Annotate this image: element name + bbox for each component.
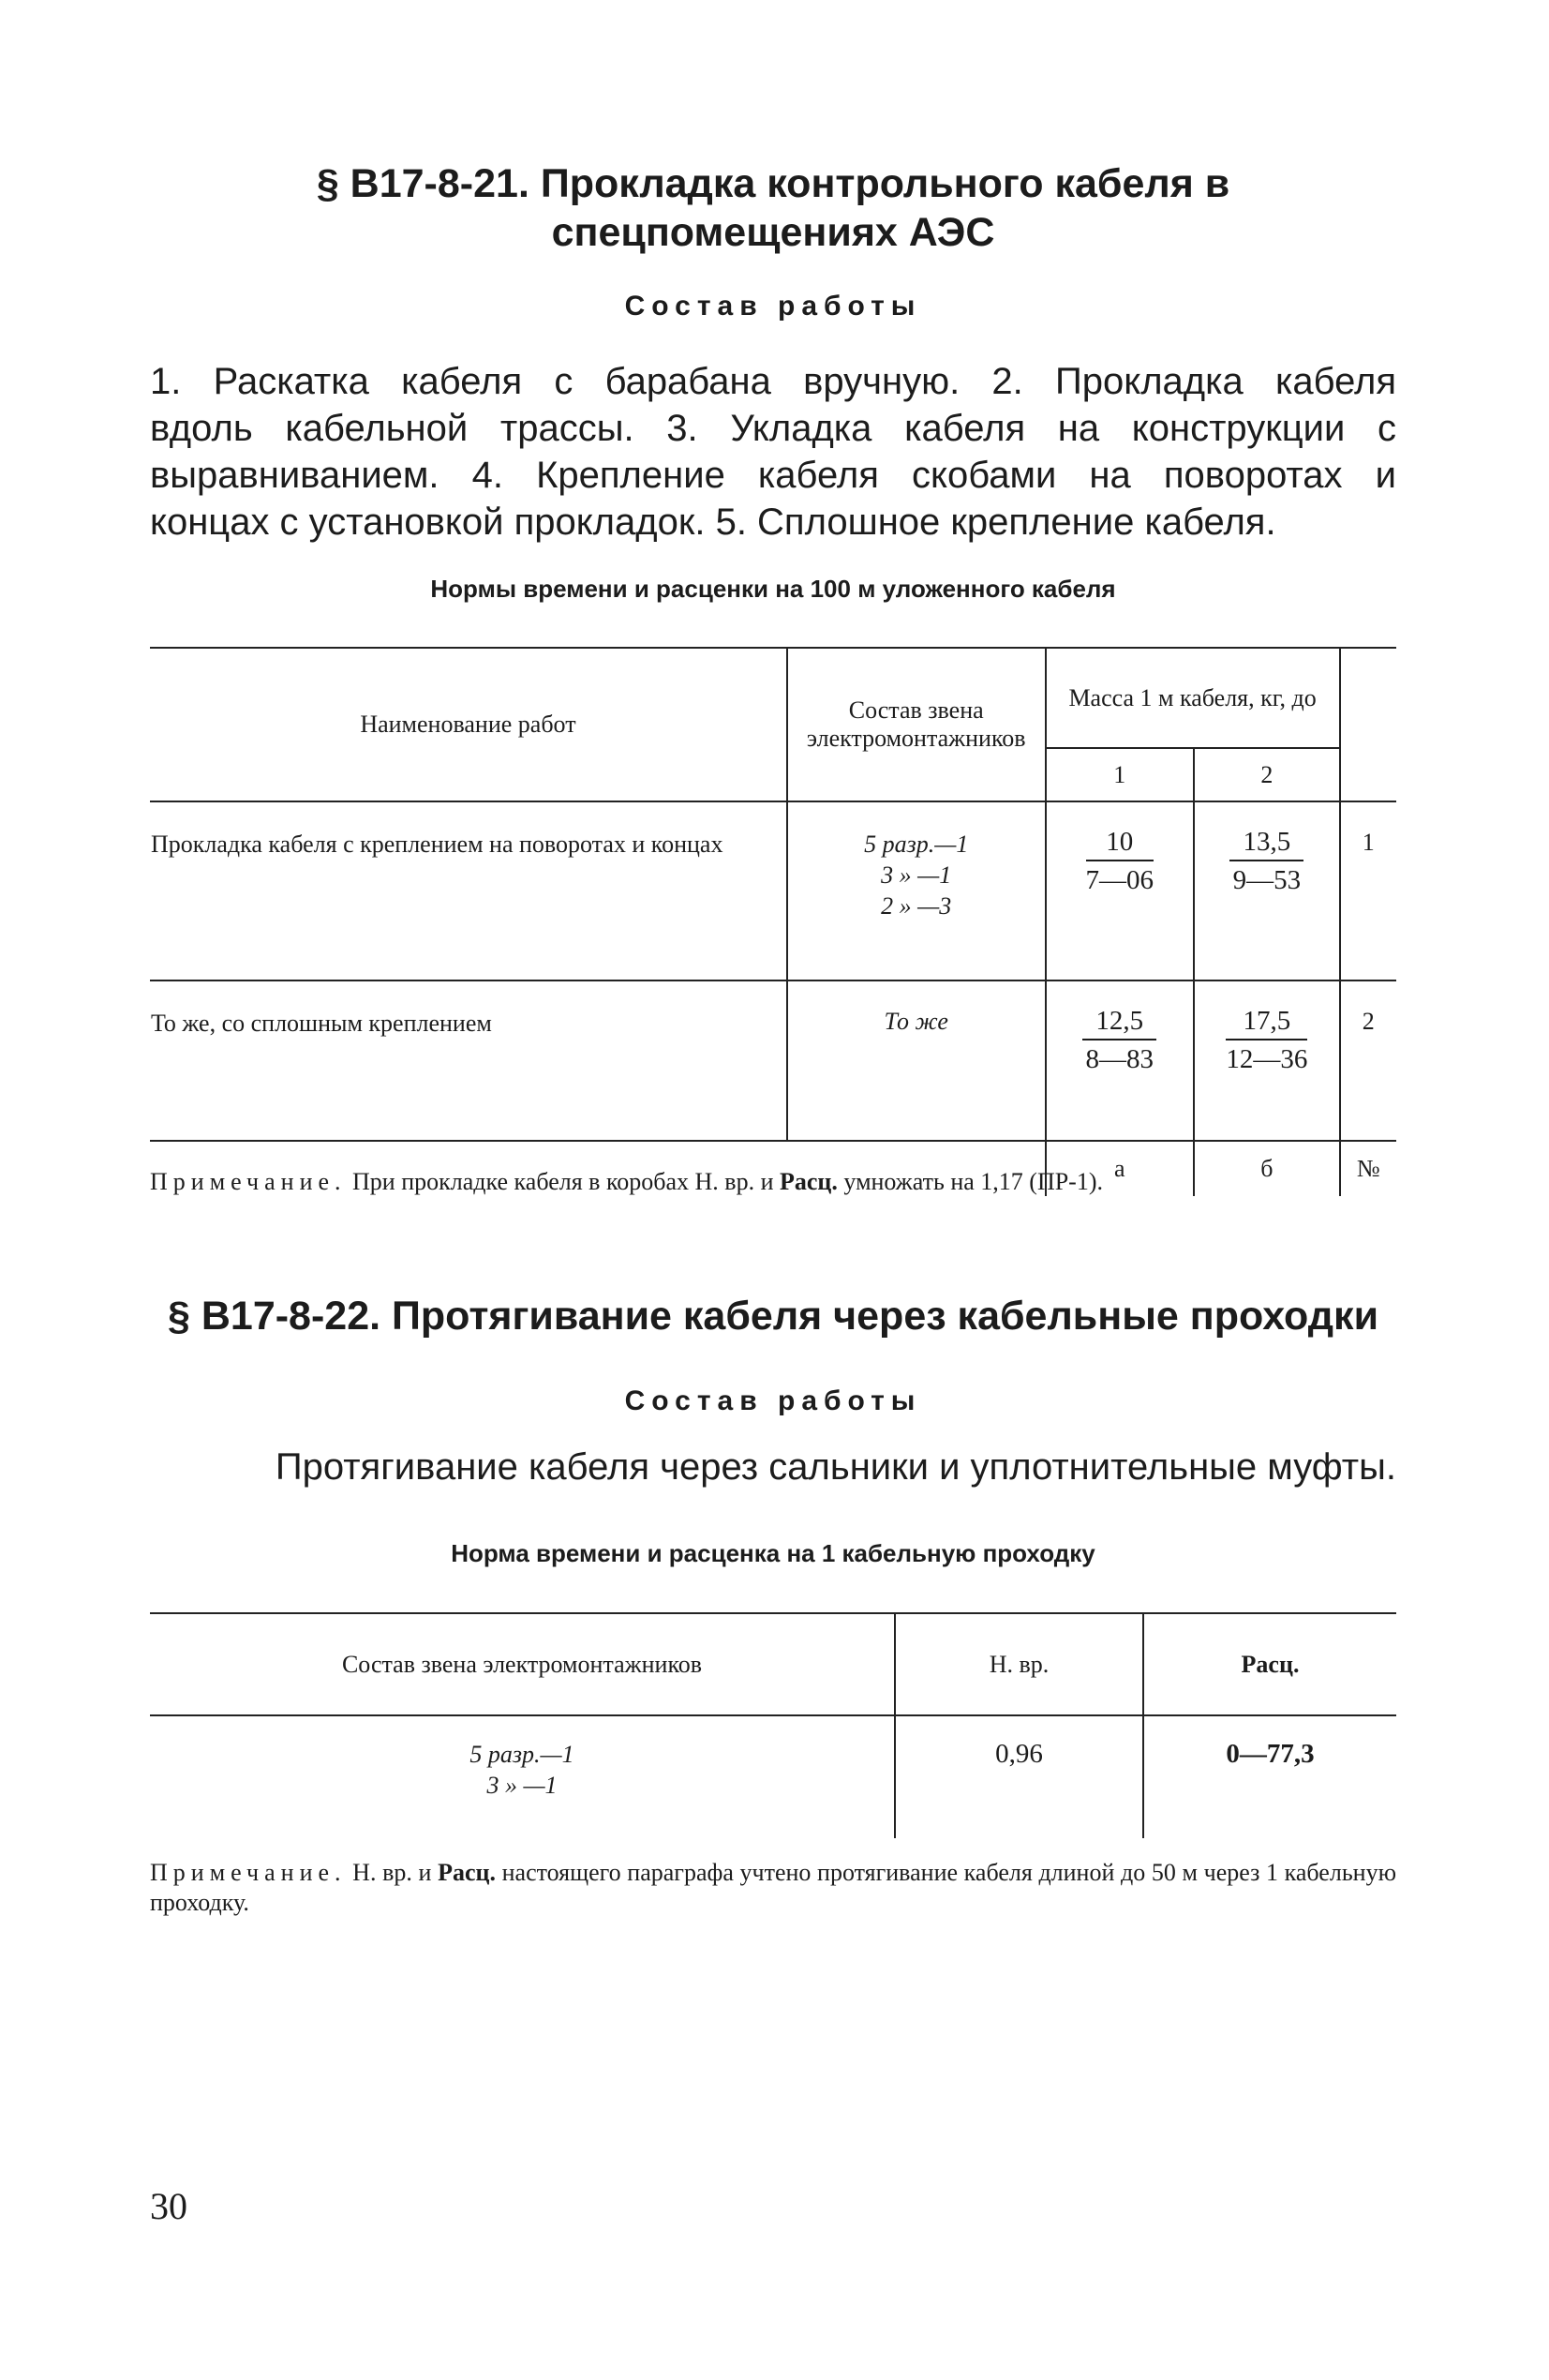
rate-value: 8—83 — [1085, 1044, 1154, 1074]
row-crew — [787, 980, 1046, 1141]
section2-work-text: Протягивание кабеля через сальники и уплотнительные муфты. — [275, 1446, 1396, 1488]
row-crew — [787, 801, 1046, 980]
steps-line: концах с установкой прокладок. 5. Сплошное крепление кабеля. — [150, 501, 1276, 543]
note-label: Примечание. — [150, 1859, 347, 1886]
crew-line: 5 разр.—1 — [864, 831, 969, 858]
crew-line: 5 разр.—1 — [469, 1741, 574, 1768]
section1-title — [150, 159, 1396, 257]
norm-value: 13,5 — [1229, 827, 1303, 861]
section2-subheading: Состав работы — [624, 1385, 922, 1416]
footer-b: б — [1194, 1141, 1340, 1196]
row-value-2 — [1194, 801, 1340, 980]
note-text: Н. вр. и — [352, 1859, 432, 1886]
section2-note — [150, 1858, 1396, 1918]
norm-value: 17,5 — [1226, 1006, 1307, 1040]
norm-value: 10 — [1086, 827, 1154, 861]
section2-title: § В17-8-22. Протягивание кабеля через кабельные проходки — [167, 1294, 1378, 1339]
note-bold: Расц. — [438, 1859, 496, 1886]
row-number: 1 — [1340, 801, 1396, 980]
section1-table-caption: Нормы времени и расценки на 100 м уложенного кабеля — [430, 575, 1116, 603]
rate-value: 0—77,3 — [1226, 1739, 1315, 1769]
header-crew: Состав звена электромонтажников — [150, 1613, 895, 1715]
section1-title-line2: спецпомещениях АЭС — [551, 210, 995, 255]
row-value-2 — [1194, 980, 1340, 1141]
section2-table-caption: Норма времени и расценка на 1 кабельную проходку — [451, 1539, 1095, 1567]
header-blank — [1340, 648, 1396, 801]
rate-value: 12—36 — [1226, 1044, 1308, 1074]
note-label: Примечание. — [150, 1168, 347, 1195]
crew-line: 2 » —3 — [881, 892, 952, 920]
steps-line: 1. Раскатка кабеля с барабана вручную. 2. Прокладка кабеля — [150, 361, 1396, 402]
table-row — [150, 980, 1396, 1141]
crew-line: То же — [884, 1008, 948, 1035]
row-name: Прокладка кабеля с креплением на поворотах и концах — [150, 801, 787, 980]
table-row — [150, 1715, 1396, 1838]
norm-table-2 — [150, 1612, 1396, 1838]
header-work-name: Наименование работ — [150, 648, 787, 801]
note-bold: Расц. — [780, 1168, 838, 1195]
norms-table — [150, 647, 1396, 1196]
section1-title-line1: § В17-8-21. Прокладка контрольного кабеля в — [316, 161, 1230, 206]
footer-number-sign: № — [1356, 1155, 1380, 1182]
row-value-1 — [1046, 980, 1195, 1141]
section1-steps — [150, 358, 1396, 546]
rate-value: 7—06 — [1085, 865, 1154, 895]
footer-a: а — [1046, 1141, 1195, 1196]
header-mass-2: 2 — [1194, 748, 1340, 801]
section1-subheading: Состав работы — [624, 291, 922, 322]
note-text: настоящего параграфа учтено протягивание кабеля длиной до 50 м через 1 кабельную проходку. — [150, 1859, 1397, 1916]
norm-value: 12,5 — [1082, 1006, 1156, 1040]
row-crew — [150, 1715, 895, 1838]
section1-note — [150, 1167, 1396, 1197]
norm-value: 0,96 — [895, 1715, 1143, 1838]
header-rate: Расц. — [1143, 1613, 1396, 1715]
page-number: 30 — [150, 2185, 187, 2227]
note-text: умножать на 1,17 (ПР-1). — [843, 1168, 1103, 1195]
steps-line: выравниванием. 4. Крепление кабеля скобами на поворотах и — [150, 455, 1396, 496]
header-mass: Масса 1 м кабеля, кг, до — [1046, 648, 1340, 748]
row-name: То же, со сплошным креплением — [150, 980, 787, 1141]
rate-value: 9—53 — [1232, 865, 1302, 895]
header-crew: Состав звена электромонтажников — [787, 648, 1046, 801]
table-header-row — [150, 1613, 1396, 1715]
header-norm: Н. вр. — [895, 1613, 1143, 1715]
row-number: 2 — [1340, 980, 1396, 1141]
row-value-1 — [1046, 801, 1195, 980]
header-mass-1: 1 — [1046, 748, 1195, 801]
crew-line: 3 » —1 — [881, 861, 952, 889]
table-row — [150, 801, 1396, 980]
crew-line: 3 » —1 — [486, 1772, 558, 1799]
table-header-row — [150, 648, 1396, 748]
steps-line: вдоль кабельной трассы. 3. Укладка кабеля на конструкции с — [150, 408, 1396, 449]
note-text: При прокладке кабеля в коробах Н. вр. и — [352, 1168, 774, 1195]
